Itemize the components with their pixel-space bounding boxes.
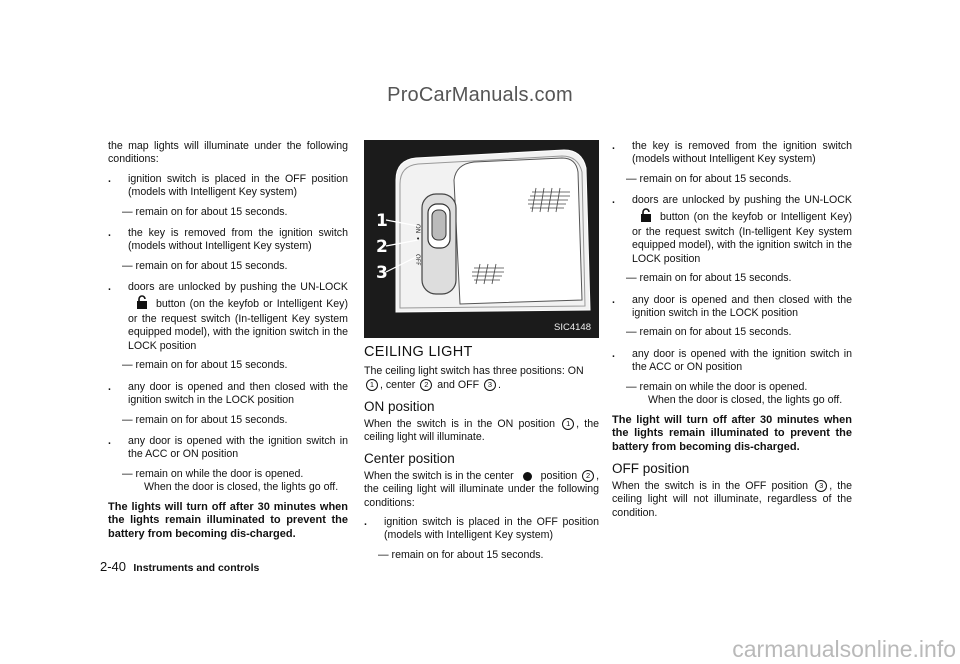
callout-num-2: 2 — [582, 470, 594, 482]
dash-item: — remain on for about 15 seconds. — [378, 548, 544, 561]
callout-num-1: 1 — [366, 379, 378, 391]
center-dot-icon — [523, 472, 532, 481]
callout-1: 1 — [376, 211, 388, 231]
list-item: . doors are unlocked by pushing the UN-LOCKbutton (on the keyfob or Intelligent Key) or the request switch (In-telligent Key system equipped model), with the ignition switch in the LOCK position — [108, 281, 348, 352]
list-item: . the key is removed from the ignition switch (models without Intelligent Key system) — [612, 140, 852, 166]
list-item: . doors are unlocked by pushing the UN-LOCKbutton (on the keyfob or Intelligent Key) or the request switch (In-telligent Key system equipped model), with the ignition switch in the LOCK position — [612, 194, 852, 265]
column-3 — [612, 140, 852, 526]
list-item: . any door is opened with the ignition switch in the ACC or ON position — [108, 434, 348, 461]
dash-item: — remain on for about 15 seconds. — [122, 259, 288, 272]
dash-item: — remain on for about 15 seconds. — [626, 172, 792, 185]
dash-item: — remain on while the door is opened. When the door is closed, the lights go off. — [122, 467, 339, 494]
warning-note: The light will turn off after 30 minutes when the lights remain illuminated to prevent the battery from becoming dis-charged. — [612, 413, 852, 453]
subheading-center: Center position — [364, 451, 455, 467]
callout-3: 3 — [376, 263, 388, 283]
switch-label-on: ON — [414, 224, 421, 234]
dash-item: — remain on for about 15 seconds. — [122, 359, 288, 372]
center-paragraph: When the switch is in the center position 2 , the ceiling light will illuminate under the following conditions: — [364, 469, 600, 509]
lock-icon — [640, 208, 652, 226]
page-number: 2-40 — [100, 559, 127, 574]
callout-num-1: 1 — [562, 418, 574, 430]
ceiling-light-figure — [364, 140, 599, 338]
dash-item: — remain on for about 15 seconds. — [122, 413, 288, 426]
figure-label: SIC4148 — [554, 321, 591, 333]
section-name: Instruments and controls — [133, 562, 260, 574]
callout-num-3: 3 — [815, 480, 827, 492]
list-item: . any door is opened and then closed with the ignition switch in the LOCK position — [612, 293, 852, 320]
on-paragraph: When the switch is in the ON position 1 , the ceiling light will illuminate. — [364, 417, 599, 444]
watermark-bottom: carmanualsonline.info — [732, 636, 956, 662]
column-2 — [364, 140, 599, 570]
dash-item: — remain on for about 15 seconds. — [626, 326, 792, 339]
callout-2: 2 — [376, 237, 388, 257]
intro-text: the map lights will illuminate under the following conditions: — [108, 140, 348, 166]
off-paragraph: When the switch is in the OFF position 3 , the ceiling light will not illuminate, regardless of the condition. — [612, 479, 852, 519]
ceiling-light-illustration — [364, 140, 599, 338]
dash-item: — remain on while the door is opened. When the door is closed, the lights go off. — [626, 380, 843, 407]
switch-label-center: • — [416, 235, 421, 243]
list-item: . ignition switch is placed in the OFF position (models with Intelligent Key system) — [108, 172, 348, 199]
subheading-on: ON position — [364, 399, 435, 415]
lock-icon — [136, 295, 148, 313]
dash-item: — remain on for about 15 seconds. — [122, 205, 288, 218]
warning-note: The lights will turn off after 30 minutes when the lights remain illuminated to prevent the battery from becoming dis-charged. — [108, 500, 348, 540]
list-item: . the key is removed from the ignition switch (models without Intelligent Key system) — [108, 227, 348, 253]
list-item: . any door is opened with the ignition switch in the ACC or ON position — [612, 347, 852, 374]
callout-num-3: 3 — [484, 379, 496, 391]
column-1 — [108, 140, 348, 547]
list-item: . ignition switch is placed in the OFF position (models with Intelligent Key system) — [364, 516, 599, 542]
intro-paragraph: The ceiling light switch has three positions: ON 1 , center 2 and OFF 3 . — [364, 365, 584, 391]
section-heading: CEILING LIGHT — [364, 344, 473, 360]
switch-label-off: OFF — [414, 254, 421, 266]
list-item: . any door is opened and then closed with the ignition switch in the LOCK position — [108, 380, 348, 407]
callout-num-2: 2 — [420, 379, 432, 391]
watermark-top: ProCarManuals.com — [387, 84, 573, 106]
dash-item: — remain on for about 15 seconds. — [626, 272, 792, 285]
subheading-off: OFF position — [612, 461, 690, 477]
page-footer — [100, 559, 259, 574]
